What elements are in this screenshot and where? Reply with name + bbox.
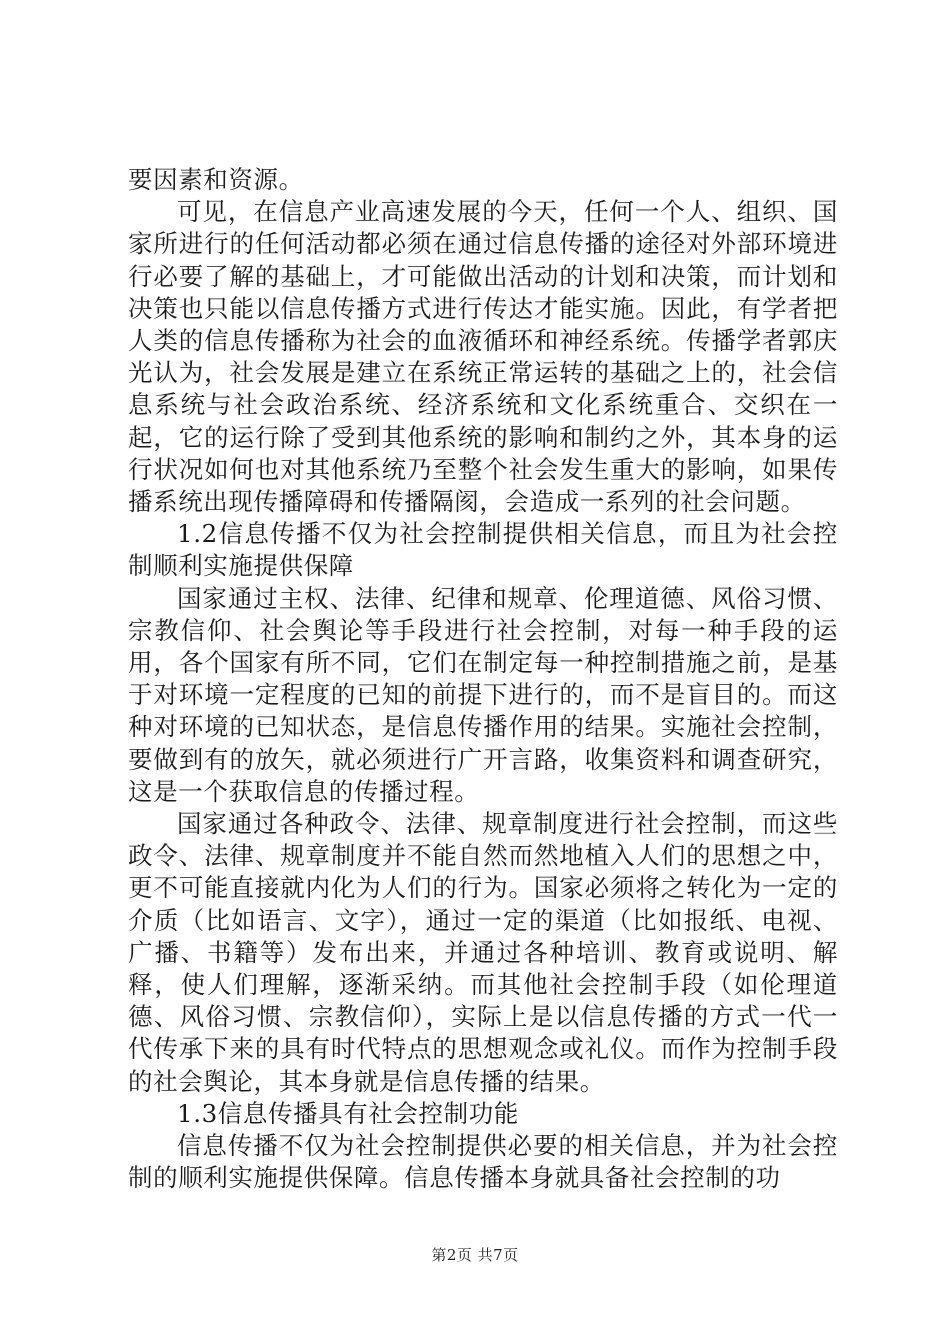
page-footer bbox=[0, 1244, 950, 1265]
page-number-label: 第2页 共7页 bbox=[431, 1246, 519, 1264]
section-heading-1-3: 1.3信息传播具有社会控制功能 bbox=[177, 1098, 519, 1128]
document-body bbox=[128, 164, 838, 1195]
paragraph-control-means: 国家通过主权、法律、纪律和规章、伦理道德、风俗习惯、宗教信仰、社会舆论等手段进行社会控制，对每一种手段的运用，各个国家有所不同，它们在制定每一种控制措施之前，是基于对环境一定程度的已知的前提下进行的，而不是盲目的。而这种对环境的已知状态，是信息传播作用的结果。实施社会控制，要做到有的放矢，就必须进行广开言路，收集资料和调查研究，这是一个获取信息的传播过程。 bbox=[128, 583, 838, 806]
section-heading-1-2: 1.2信息传播不仅为社会控制提供相关信息，而且为社会控制顺利实施提供保障 bbox=[128, 519, 838, 581]
paragraph-decrees-laws: 国家通过各种政令、法律、规章制度进行社会控制，而这些政令、法律、规章制度并不能自然而然地植入人们的思想之中，更不可能直接就内化为人们的行为。国家必须将之转化为一定的介质（比如语言、文字），通过一定的渠道（比如报纸、电视、广播、书籍等）发布出来，并通过各种培训、教育或说明、解释，使人们理解，逐渐采纳。而其他社会控制手段（如伦理道德、风俗习惯、宗教信仰），实际上是以信息传播的方式一代一代传承下来的具有时代特点的思想观念或礼仪。而作为控制手段的社会舆论，其本身就是信息传播的结果。 bbox=[128, 809, 838, 1096]
paragraph-information-industry: 可见，在信息产业高速发展的今天，任何一个人、组织、国家所进行的任何活动都必须在通过信息传播的途径对外部环境进行必要了解的基础上，才可能做出活动的计划和决策，而计划和决策也只能以信息传播方式进行传达才能实施。因此，有学者把人类的信息传播称为社会的血液循环和神经系统。传播学者郭庆光认为，社会发展是建立在系统正常运转的基础之上的，社会信息系统与社会政治系统、经济系统和文化系统重合、交织在一起，它的运行除了受到其他系统的影响和制约之外，其本身的运行状况如何也对其他系统乃至整个社会发生重大的影响，如果传播系统出现传播障碍和传播隔阂，会造成一系列的社会问题。 bbox=[128, 197, 838, 517]
paragraph-continuation: 要因素和资源。 bbox=[128, 165, 304, 194]
paragraph-control-function: 信息传播不仅为社会控制提供必要的相关信息，并为社会控制的顺利实施提供保障。信息传播本身就具备社会控制的功 bbox=[128, 1131, 838, 1193]
